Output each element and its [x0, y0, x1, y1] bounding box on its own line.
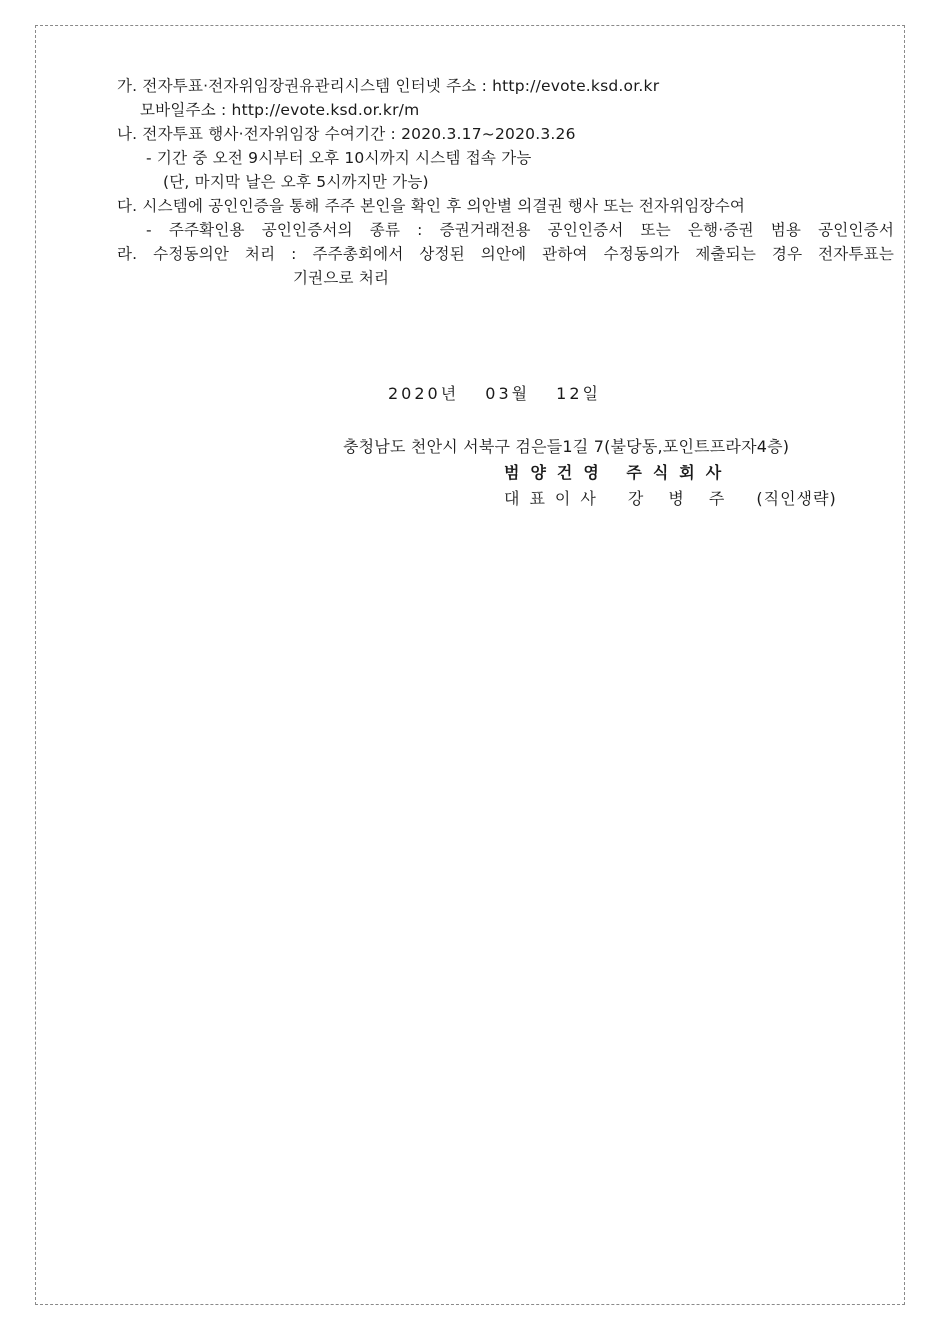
representative-line [504, 489, 837, 509]
item-ga: 가. 전자투표·전자위임장권유관리시스템 인터넷 주소 : http://evote.ksd.or.kr [117, 77, 660, 95]
item-na-note: (단, 마지막 날은 오후 5시까지만 가능) [163, 173, 429, 191]
item-na-sub: - 기간 중 오전 9시부터 오후 10시까지 시스템 접속 가능 [146, 149, 532, 167]
company-name: 범양건영 주식회사 [504, 463, 733, 482]
item-ra-cont: 기권으로 처리 [293, 269, 390, 287]
item-ga-mobile: 모바일주소 : http://evote.ksd.or.kr/m [140, 101, 420, 119]
company-address: 충청남도 천안시 서북구 검은들1길 7(불당동,포인트프라자4층) [343, 437, 790, 456]
item-da-sub: - 주주확인용 공인인증서의 종류 : 증권거래전용 공인인증서 또는 은행·증권 범용 공인인증서 [146, 221, 894, 239]
seal-omitted-note: (직인생략) [756, 489, 837, 508]
document-date: 2020년 03월 12일 [388, 384, 601, 403]
representative-name: 강 병 주 [627, 489, 735, 508]
item-da: 다. 시스템에 공인인증을 통해 주주 본인을 확인 후 의안별 의결권 행사 또는 전자위임장수여 [117, 197, 746, 215]
item-ra: 라. 수정동의안 처리 : 주주총회에서 상정된 의안에 관하여 수정동의가 제출되는 경우 전자투표는 [117, 245, 894, 263]
representative-title: 대표이사 [504, 489, 606, 508]
page-border [35, 25, 905, 1305]
item-na: 나. 전자투표 행사·전자위임장 수여기간 : 2020.3.17~2020.3.26 [117, 125, 576, 143]
